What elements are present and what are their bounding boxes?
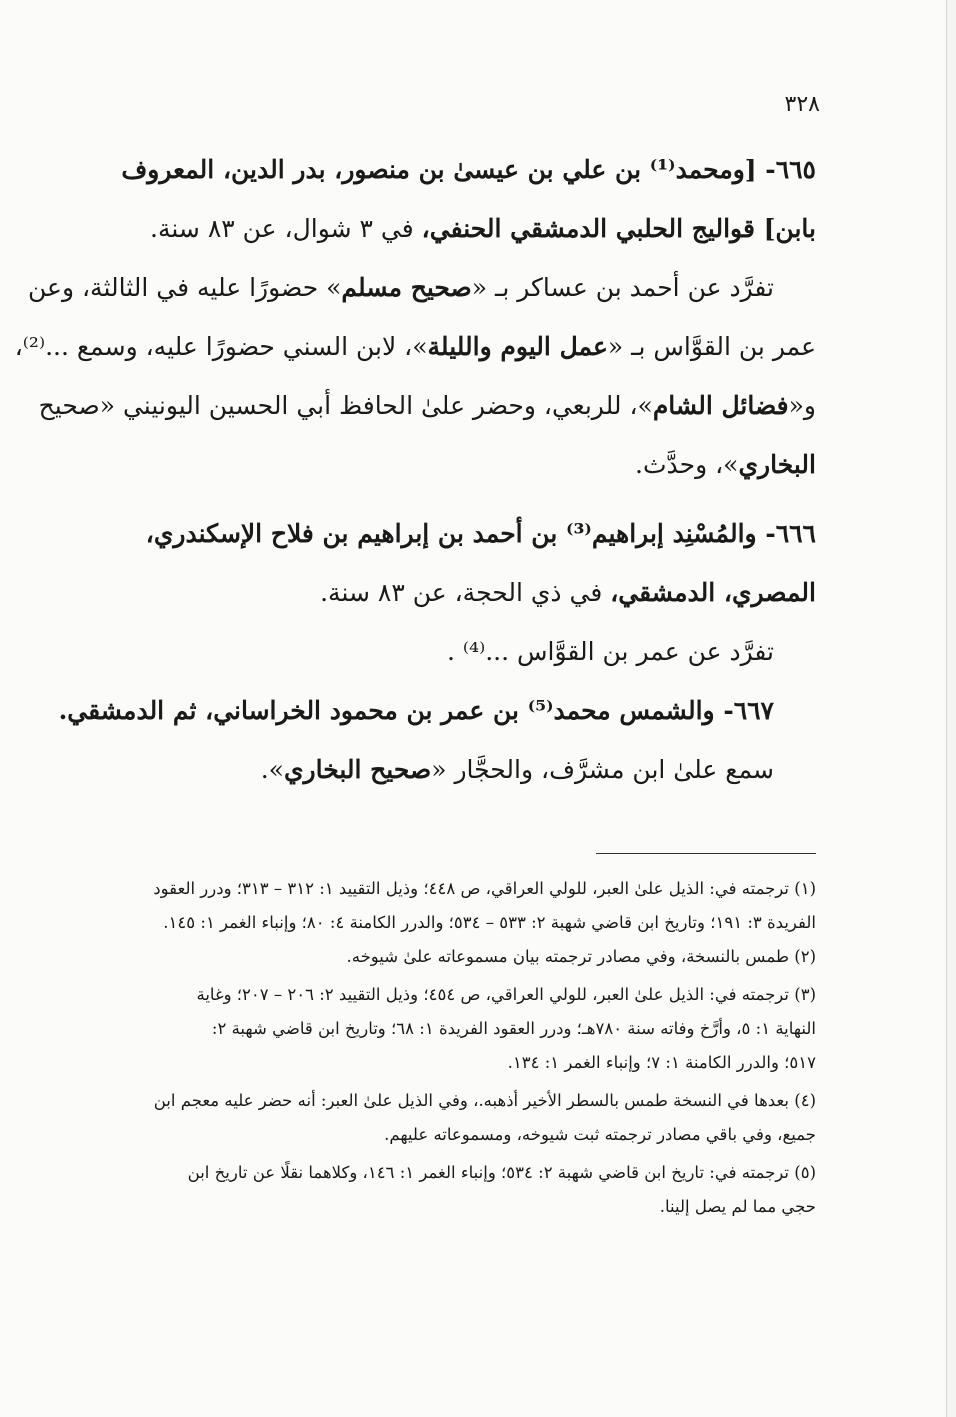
entry-665-line-6: البخاري»، وحدَّث. bbox=[635, 450, 816, 479]
page-number: ٣٢٨ bbox=[784, 92, 820, 117]
footnotes bbox=[88, 872, 816, 1224]
footnote-1-line-1: (١) ترجمته في: الذيل علىٰ العبر، للولي العراقي، ص ٤٤٨؛ وذيل التقييد ١: ٣١٢ – ٣١٣؛ ودرر العقود bbox=[153, 879, 816, 898]
main-text bbox=[14, 140, 816, 799]
footnote-5-line-1: (٥) ترجمته في: تاريخ ابن قاضي شهبة ٢: ٥٣٤؛ وإنباء الغمر ١: ١٤٦، وكلاهما نقلًا عن تاريخ ابن bbox=[187, 1163, 816, 1182]
entry-666-line-1: ٦٦٦- والمُسْنِد إبراهيم⁽³⁾ بن أحمد بن إبراهيم بن فلاح الإسكندري، bbox=[145, 519, 816, 548]
footnote-4-line-2: جميع، وفي باقي مصادر ترجمته ثبت شيوخه، ومسموعاته عليهم. bbox=[384, 1125, 816, 1144]
footnote-2-line-1: (٢) طمس بالنسخة، وفي مصادر ترجمته بيان مسموعاته علىٰ شيوخه. bbox=[346, 947, 816, 966]
footnote-3-line-2: النهاية ١: ٥، وأرَّخ وفاته سنة ٧٨٠هـ؛ ودرر العقود الفريدة ١: ٦٨؛ وتاريخ ابن قاضي شهبة ٢: bbox=[211, 1019, 816, 1038]
entry-665-line-4: عمر بن القوَّاس بـ «عمل اليوم والليلة»، لابن السني حضورًا عليه، وسمع ...⁽²⁾، bbox=[14, 332, 816, 361]
footnote-separator bbox=[596, 853, 816, 854]
entry-666-line-3: تفرَّد عن عمر بن القوَّاس ...⁽⁴⁾ . bbox=[446, 637, 774, 666]
entry-665-line-5: و«فضائل الشام»، للربعي، وحضر علىٰ الحافظ أبي الحسين اليونيني «صحيح bbox=[38, 391, 816, 420]
entry-667-line-1: ٦٦٧- والشمس محمد⁽⁵⁾ بن عمر بن محمود الخراساني، ثم الدمشقي. bbox=[58, 696, 774, 725]
entry-665-line-3: تفرَّد عن أحمد بن عساكر بـ «صحيح مسلم» حضورًا عليه في الثالثة، وعن bbox=[28, 273, 774, 302]
entry-665-line-1: ٦٦٥- [ومحمد⁽¹⁾ بن علي بن عيسىٰ بن منصور، بدر الدين، المعروف bbox=[121, 155, 816, 184]
footnote-3-line-1: (٣) ترجمته في: الذيل علىٰ العبر، للولي العراقي، ص ٤٥٤؛ وذيل التقييد ٢: ٢٠٦ – ٢٠٧؛ وغاية bbox=[196, 985, 816, 1004]
entry-665-line-2: بابن] قواليج الحلبي الدمشقي الحنفي، في ٣ شوال، عن ٨٣ سنة. bbox=[150, 214, 816, 243]
footnote-3-line-3: ٥١٧؛ والدرر الكامنة ١: ٧؛ وإنباء الغمر ١: ١٣٤. bbox=[507, 1053, 816, 1072]
footnote-4-line-1: (٤) بعدها في النسخة طمس بالسطر الأخير أذهبه.، وفي الذيل علىٰ العبر: أنه حضر عليه معجم ابن bbox=[153, 1091, 816, 1110]
entry-667-line-2: سمع علىٰ ابن مشرَّف، والحجَّار «صحيح البخاري». bbox=[260, 755, 774, 784]
footnote-1-line-2: الفريدة ٣: ١٩١؛ وتاريخ ابن قاضي شهبة ٢: ٥٣٣ – ٥٣٤؛ والدرر الكامنة ٤: ٨٠؛ وإنباء الغمر ١: ١٤٥. bbox=[163, 913, 816, 932]
entry-666-line-2: المصري، الدمشقي، في ذي الحجة، عن ٨٣ سنة. bbox=[320, 578, 816, 607]
footnote-5-line-2: حجي مما لم يصل إلينا. bbox=[659, 1197, 816, 1216]
